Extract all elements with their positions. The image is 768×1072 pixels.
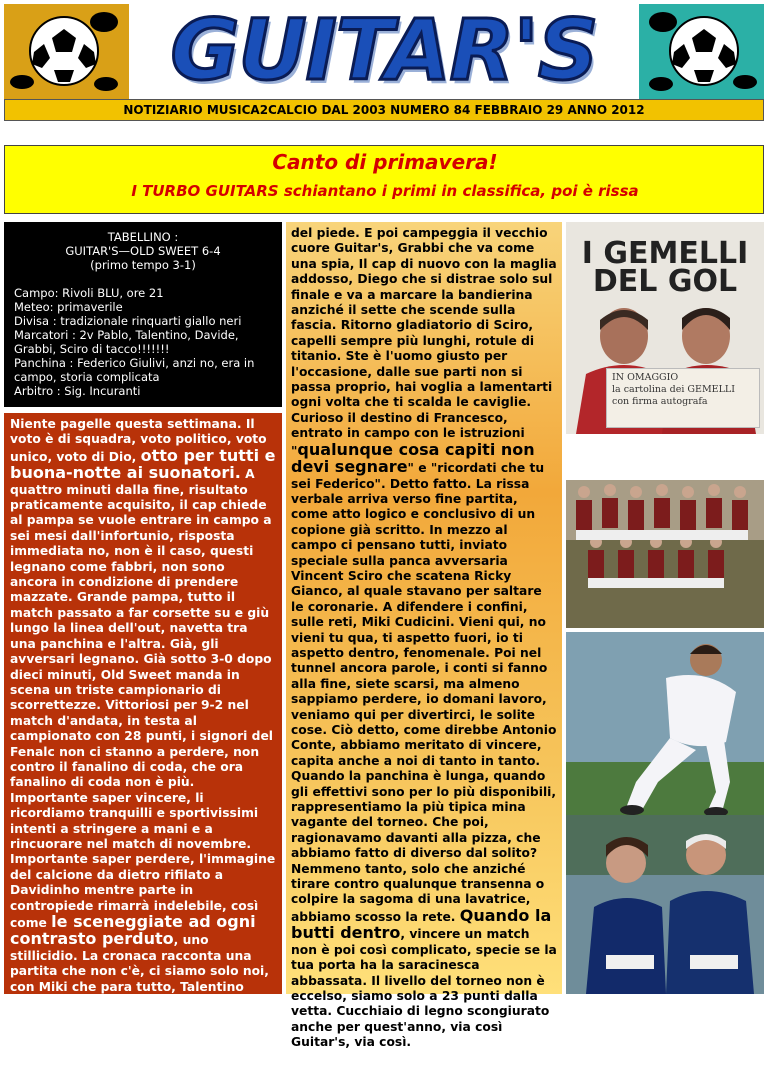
book-cover-photo	[566, 222, 764, 434]
player-photo	[566, 632, 764, 818]
middle-article-part-1: del piede. E poi campeggia il vecchio cuore Guitar's, Grabbi che va come una spia, Il cap di nuovo con la maglia addosso, Diego che si distrae solo sul finale e va a marcare la bandierina anziché il sette che scende sulla fascia. Ritorno gladiatorio di Sciro, capelli sempre più lunghi, rotule di titanio. Ste è l'uomo giusto per l'occasione, dalle sue parti non si passa proprio, hai voglia a lamentarti ogni volta che ti scalda le caviglie. Curioso il destino di Francesco, entrato in campo con le istruzioni "	[291, 226, 557, 458]
masthead-text: GUITAR'S	[170, 1, 598, 99]
middle-article-highlight-1: qualunque cosa capiti non devi segnare	[291, 439, 535, 477]
team-photo	[566, 480, 764, 628]
book-caption-3: con firma autografa	[612, 396, 708, 407]
middle-article-highlight-2: Quando la butti dentro	[291, 905, 552, 943]
middle-article-part-2: " e "ricordati che tu sei Federico". Detto fatto. La rissa verbale arriva verso fine partita, come atto logico e conclusivo di un copione già scritto. In mezzo al campo ci pensano tutti, inviato speciale sulla panca avversaria Vincent Sciro che scatena Ricky Gianco, al quale stavano per saltare le coronarie. A difendere i confini, sulle reti, Miki Cudicini. Vieni qui, no vieni tu qua, ti aspetto fuori, io ti aspetto dentro, fenomenale. Poi nel tunnel ancora parole, i conti si fanno alla fine, siete scarsi, ma almeno sappiamo perdere, io domani lavoro, veniamo qui per divertirci, le solite cose. Ciò detto, come direbbe Antonio Conte, abbiamo meritato di vincere, capita anche a noi di tanto in tanto. Quando la panchina è lunga, quando gli effettivi sono per lo più disponibili, rappresentiamo la più tipica mina vagante del torneo. Che poi, ragionavamo davanti alla pizza, che abbiamo fatto di diverso dal solito? Nemmeno tanto, solo che anziché tirare contro qualunque transenna o colpire la sagoma di una lavatrice, abbiamo scosso la rete.	[291, 461, 557, 924]
turtle-logo-left	[4, 4, 129, 99]
headline-box	[4, 145, 764, 214]
middle-article-part-3: , vincere un match non è poi così complicato, specie se la tua porta ha la saracinesca abbassata. Il livello del torneo non è eccelso, siamo solo a 23 punti dalla vetta. Cucchiaio di legno scongiurato anche per quest'anno, via così Guitar's, via così.	[291, 927, 557, 1050]
masthead-title	[136, 2, 632, 98]
summary-match: GUITAR'S—OLD SWEET 6-4	[65, 244, 221, 258]
left-article	[4, 413, 282, 1071]
left-article-part-3: , uno stillicidio. La cronaca racconta una partita che non c'è, ci siamo solo noi, con Miki che para tutto, Talentino che, passato da Rivoli, dà lezioni di calcio vero, Davide che con quarantadue cerotti attaccati alla schiena sciorina serpentine, Pablo che ha un laser al posto	[10, 933, 269, 1071]
summary-line-field: Campo: Rivoli BLU, ore 21	[14, 286, 164, 300]
turtle-logo-right	[639, 4, 764, 99]
summary-title: TABELLINO :	[107, 230, 179, 244]
coaches-photo	[566, 815, 764, 994]
summary-half: (primo tempo 3-1)	[90, 258, 196, 272]
summary-line-kit: Divisa : tradizionale rinquarti giallo neri	[14, 314, 242, 328]
summary-line-scorers: Marcatori : 2v Pablo, Talentino, Davide, Grabbi, Sciro di tacco!!!!!!!	[14, 328, 239, 356]
book-caption-2: la cartolina dei GEMELLI	[612, 384, 735, 395]
summary-line-bench: Panchina : Federico Giulivi, anzi no, era in campo, storia complicata	[14, 356, 255, 384]
left-article-part-1: Niente pagelle questa settimana. Il voto è di squadra, voto politico, voto unico, voto di Dio,	[10, 417, 267, 464]
summary-line-weather: Meteo: primaverile	[14, 300, 123, 314]
left-article-highlight-1: otto per tutti e buona-notte ai suonatori.	[10, 445, 276, 483]
summary-line-referee: Arbitro : Sig. Incuranti	[14, 384, 141, 398]
book-caption-1: IN OMAGGIO	[612, 372, 679, 383]
left-article-highlight-2: le sceneggiate ad ogni contrasto perduto	[10, 912, 256, 949]
match-summary-box	[4, 222, 282, 407]
subheadline: I TURBO GUITARS schiantano i primi in classifica, poi è rissa	[131, 182, 639, 200]
issue-line: NOTIZIARIO MUSICA2CALCIO DAL 2003 NUMERO 84 FEBBRAIO 29 ANNO 2012	[4, 99, 764, 121]
middle-article	[286, 222, 562, 1050]
left-article-part-2: A quattro minuti dalla fine, risultato praticamente acquisito, il cap chiede al pampa se vuole entrare in campo a sei mesi dall'infortunio, risposta immediata no, non è il caso, questi legnano come fabbri, non sono ancora in condizione di prendere mazzate. Grande pampa, tutto il match passato a far corsette su e giù lungo la linea dell'out, navetta tra una panchina e l'altra. Già, gli avversari legnano. Già sotto 3-0 dopo dieci minuti, Old Sweet manda in scena un triste campionario di scorrettezze. Vittoriosi per 9-2 nel match d'andata, in testa al campionato con 28 punti, i signori del Fenalc non ci stanno a perdere, non contro il fanalino di coda, che ora fanalino di coda non è più. Importante saper vincere, li ricordiamo tranquilli e sportivissimi intenti a stringere a mani e a rincuorare nel match di novembre. Importante saper perdere, l'immagine del calcione da dietro rifilato a Davidinho mentre parte in contropiede rimarrà indelebile, così come	[10, 467, 276, 930]
headline: Canto di primavera!	[272, 150, 498, 174]
book-title: I GEMELLI DEL GOL	[581, 236, 749, 299]
